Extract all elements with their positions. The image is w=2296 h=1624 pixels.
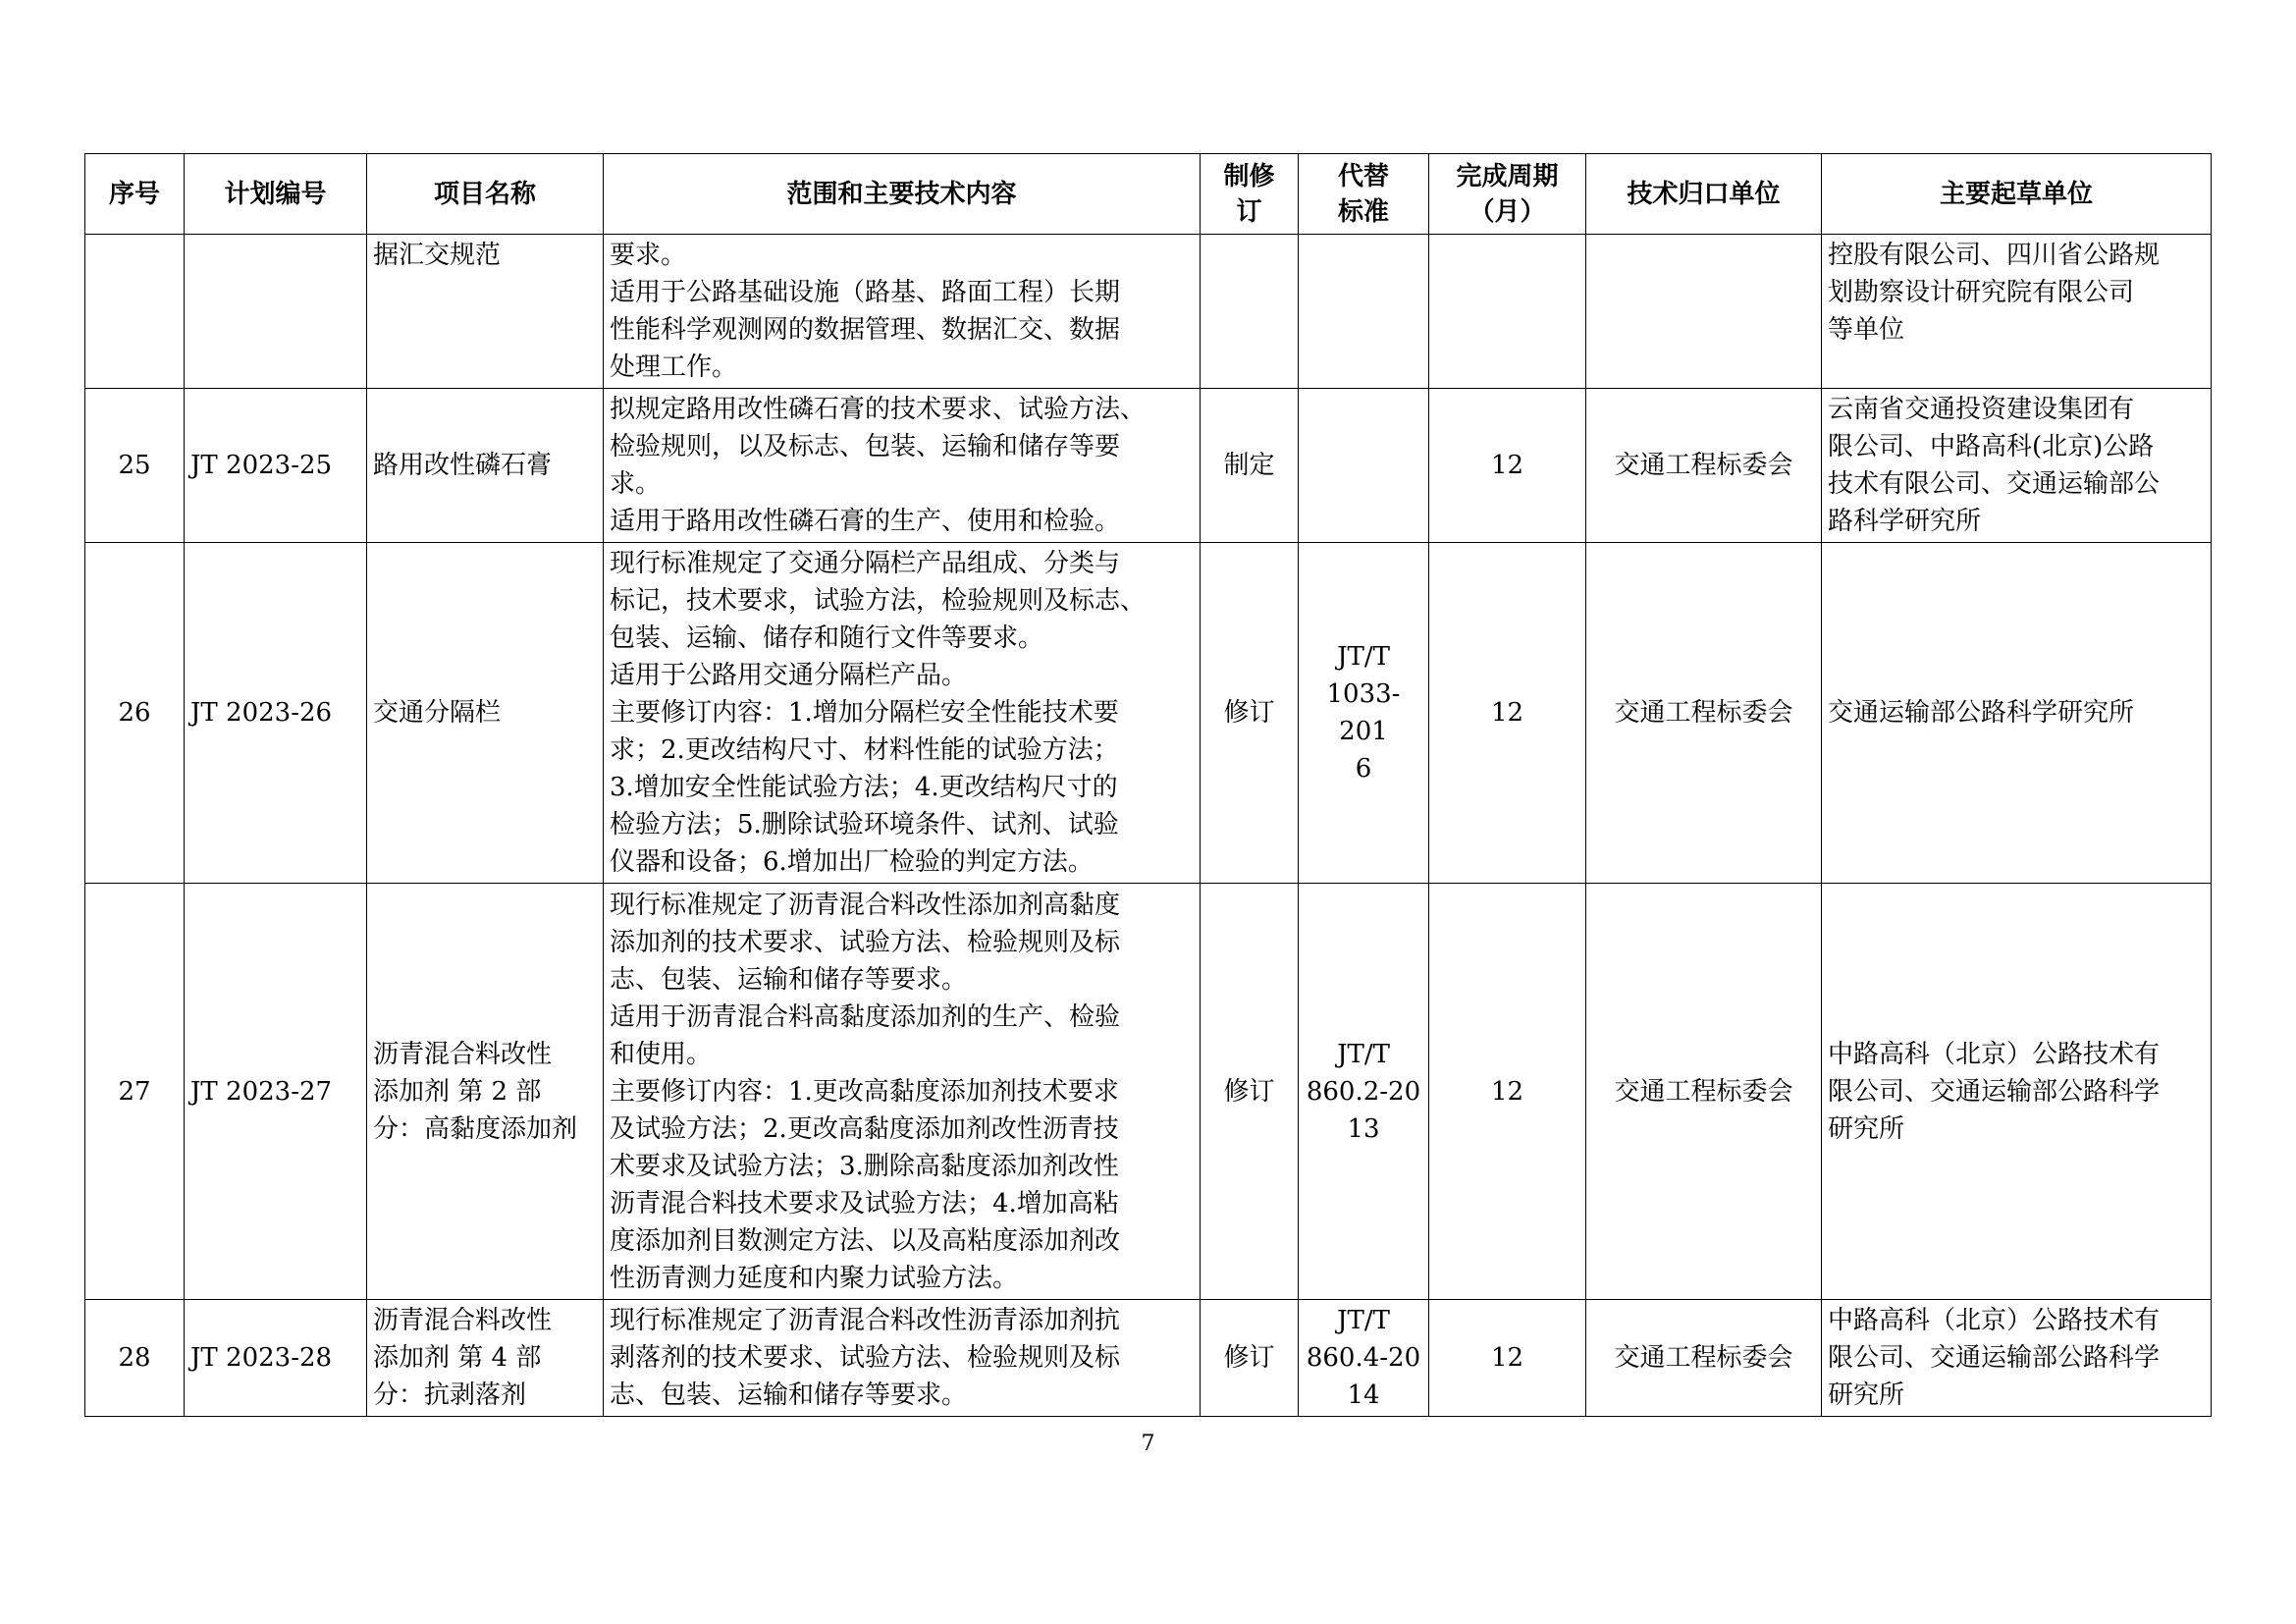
cell-scope-line: 度添加剂目数测定方法、以及高粘度添加剂改	[610, 1225, 1121, 1256]
page-number: 7	[1141, 1432, 1155, 1456]
table-row	[85, 1300, 2212, 1417]
cell-period	[1429, 235, 1586, 389]
cell-plan-no: JT 2023-26	[185, 543, 367, 884]
cell-scope-line: 志、包装、运输和储存等要求。	[610, 964, 968, 995]
cell-scope-line: 性沥青测力延度和内聚力试验方法。	[610, 1263, 1019, 1293]
cell-replace-line: 860.2-20	[1306, 1076, 1421, 1107]
cell-scope-line: 现行标准规定了沥青混合料改性沥青添加剂抗	[610, 1306, 1121, 1335]
cell-replace-line: 13	[1347, 1113, 1380, 1144]
cell-name-line: 添加剂 第 4 部	[373, 1343, 542, 1373]
cell-replace	[1299, 543, 1429, 884]
cell-period: 12	[1429, 543, 1586, 884]
cell-scope-line: 剥落剂的技术要求、试验方法、检验规则及标	[610, 1343, 1121, 1373]
header-revision-line: 订	[1236, 196, 1262, 227]
cell-revision: 修订	[1201, 884, 1299, 1300]
cell-plan-no: JT 2023-25	[185, 389, 367, 543]
cell-drafting-line: 路科学研究所	[1828, 507, 1982, 536]
cell-name-line: 添加剂 第 2 部	[373, 1076, 542, 1107]
header-period	[1429, 154, 1586, 235]
header-seq: 序号	[85, 154, 185, 235]
cell-scope-line: 主要修订内容：1.更改高黏度添加剂技术要求	[610, 1076, 1119, 1107]
cell-revision	[1201, 235, 1299, 389]
cell-replace-line: 6	[1355, 754, 1372, 784]
header-name: 项目名称	[367, 154, 604, 235]
cell-tech-unit	[1586, 235, 1822, 389]
cell-replace-line: JT/T	[1337, 1306, 1390, 1335]
cell-scope-line: 性能科学观测网的数据管理、数据汇交、数据	[610, 315, 1121, 345]
header-replace-line: 标准	[1337, 196, 1389, 227]
cell-scope-line: 标记，技术要求，试验方法，检验规则及标志、	[610, 586, 1147, 616]
cell-name-line: 沥青混合料改性	[373, 1306, 553, 1335]
cell-name	[367, 235, 604, 389]
cell-drafting-line: 交通运输部公路科学研究所	[1828, 698, 2135, 728]
cell-tech-unit: 交通工程标委会	[1586, 543, 1822, 884]
header-scope: 范围和主要技术内容	[604, 154, 1201, 235]
cell-drafting-unit	[1822, 235, 2212, 389]
cell-drafting-line: 技术有限公司、交通运输部公	[1828, 469, 2161, 499]
cell-drafting-line: 限公司、中路高科(北京)公路	[1828, 432, 2155, 461]
cell-drafting-line: 云南省交通投资建设集团有	[1828, 395, 2135, 424]
cell-period: 12	[1429, 884, 1586, 1300]
cell-tech-unit: 交通工程标委会	[1586, 389, 1822, 543]
cell-scope	[604, 389, 1201, 543]
cell-replace	[1299, 389, 1429, 543]
table-row	[85, 389, 2212, 543]
cell-scope	[604, 543, 1201, 884]
cell-replace-line: 860.4-20	[1306, 1343, 1421, 1373]
cell-scope-line: 要求。	[610, 241, 687, 270]
table-body	[85, 235, 2212, 1417]
cell-scope-line: 现行标准规定了交通分隔栏产品组成、分类与	[610, 549, 1121, 578]
cell-name-line: 沥青混合料改性	[373, 1039, 553, 1069]
cell-revision: 修订	[1201, 543, 1299, 884]
cell-scope-line: 现行标准规定了沥青混合料改性添加剂高黏度	[610, 890, 1121, 920]
cell-scope	[604, 1300, 1201, 1417]
cell-scope-line: 适用于公路用交通分隔栏产品。	[610, 661, 968, 690]
cell-scope-line: 添加剂的技术要求、试验方法、检验规则及标	[610, 927, 1121, 957]
cell-tech-unit: 交通工程标委会	[1586, 884, 1822, 1300]
cell-drafting-line: 研究所	[1828, 1380, 1905, 1410]
cell-plan-no: JT 2023-27	[185, 884, 367, 1300]
cell-replace-line: 14	[1347, 1380, 1380, 1410]
cell-scope-line: 求；2.更改结构尺寸、材料性能的试验方法；	[610, 735, 1119, 765]
cell-plan-no	[185, 235, 367, 389]
cell-scope-line: 拟规定路用改性磷石膏的技术要求、试验方法、	[610, 395, 1147, 424]
cell-drafting-line: 控股有限公司、四川省公路规	[1828, 241, 2161, 270]
cell-name	[367, 543, 604, 884]
cell-scope	[604, 235, 1201, 389]
cell-replace	[1299, 884, 1429, 1300]
cell-drafting-line: 研究所	[1828, 1113, 1905, 1144]
cell-drafting-unit	[1822, 884, 2212, 1300]
cell-name-line: 据汇交规范	[373, 241, 502, 270]
cell-period: 12	[1429, 389, 1586, 543]
cell-drafting-line: 等单位	[1828, 315, 1905, 345]
standards-plan-table	[84, 153, 2212, 1417]
cell-scope-line: 主要修订内容：1.增加分隔栏安全性能技术要	[610, 698, 1119, 728]
cell-name-line: 交通分隔栏	[373, 698, 502, 728]
header-replace	[1299, 154, 1429, 235]
cell-replace	[1299, 235, 1429, 389]
header-period-line: （月）	[1468, 196, 1546, 227]
cell-name	[367, 389, 604, 543]
header-plan-no: 计划编号	[185, 154, 367, 235]
cell-scope-line: 适用于路用改性磷石膏的生产、使用和检验。	[610, 507, 1121, 536]
cell-scope-line: 适用于公路基础设施（路基、路面工程）长期	[610, 278, 1121, 307]
cell-revision: 制定	[1201, 389, 1299, 543]
cell-name-line: 分：高黏度添加剂	[373, 1113, 578, 1144]
cell-scope-line: 术要求及试验方法；3.删除高黏度添加剂改性	[610, 1151, 1119, 1181]
cell-tech-unit: 交通工程标委会	[1586, 1300, 1822, 1417]
cell-seq: 27	[85, 884, 185, 1300]
cell-name-line: 分：抗剥落剂	[373, 1380, 527, 1410]
cell-scope-line: 和使用。	[610, 1039, 713, 1069]
cell-revision: 修订	[1201, 1300, 1299, 1417]
cell-scope-line: 3.增加安全性能试验方法；4.更改结构尺寸的	[610, 773, 1118, 802]
cell-seq: 28	[85, 1300, 185, 1417]
cell-name	[367, 884, 604, 1300]
table-header-row	[85, 154, 2212, 235]
header-tech-unit: 技术归口单位	[1586, 154, 1822, 235]
cell-scope-line: 沥青混合料技术要求及试验方法；4.增加高粘	[610, 1188, 1119, 1218]
cell-scope-line: 志、包装、运输和储存等要求。	[610, 1380, 968, 1410]
cell-drafting-line: 划勘察设计研究院有限公司	[1828, 278, 2135, 307]
cell-scope-line: 检验规则，以及标志、包装、运输和储存等要	[610, 432, 1121, 461]
cell-scope-line: 处理工作。	[610, 352, 738, 382]
cell-scope-line: 及试验方法；2.更改高黏度添加剂改性沥青技	[610, 1113, 1119, 1144]
header-revision	[1201, 154, 1299, 235]
cell-seq: 26	[85, 543, 185, 884]
cell-seq: 25	[85, 389, 185, 543]
header-revision-line: 制修	[1223, 161, 1275, 191]
cell-replace-line: 1033-201	[1326, 679, 1401, 746]
cell-drafting-unit	[1822, 1300, 2212, 1417]
cell-scope-line: 适用于沥青混合料高黏度添加剂的生产、检验	[610, 1001, 1121, 1032]
cell-period: 12	[1429, 1300, 1586, 1417]
cell-drafting-unit	[1822, 543, 2212, 884]
table-row	[85, 543, 2212, 884]
cell-drafting-line: 限公司、交通运输部公路科学	[1828, 1076, 2161, 1107]
header-period-line: 完成周期	[1456, 161, 1559, 191]
cell-name-line: 路用改性磷石膏	[373, 451, 553, 480]
cell-replace-line: JT/T	[1337, 642, 1390, 672]
cell-scope-line: 求。	[610, 469, 662, 499]
cell-plan-no: JT 2023-28	[185, 1300, 367, 1417]
cell-scope-line: 检验方法；5.删除试验环境条件、试剂、试验	[610, 810, 1119, 839]
cell-replace-line: JT/T	[1337, 1039, 1390, 1069]
cell-scope	[604, 884, 1201, 1300]
cell-drafting-line: 中路高科（北京）公路技术有	[1828, 1306, 2161, 1335]
table-row	[85, 235, 2212, 389]
cell-drafting-unit	[1822, 389, 2212, 543]
cell-scope-line: 包装、运输、储存和随行文件等要求。	[610, 623, 1044, 653]
cell-scope-line: 仪器和设备；6.增加出厂检验的判定方法。	[610, 847, 1094, 877]
cell-drafting-line: 限公司、交通运输部公路科学	[1828, 1343, 2161, 1373]
cell-name	[367, 1300, 604, 1417]
header-drafting-unit: 主要起草单位	[1822, 154, 2212, 235]
table-row	[85, 884, 2212, 1300]
cell-drafting-line: 中路高科（北京）公路技术有	[1828, 1039, 2161, 1069]
header-replace-line: 代替	[1337, 161, 1389, 191]
cell-replace	[1299, 1300, 1429, 1417]
cell-seq	[85, 235, 185, 389]
